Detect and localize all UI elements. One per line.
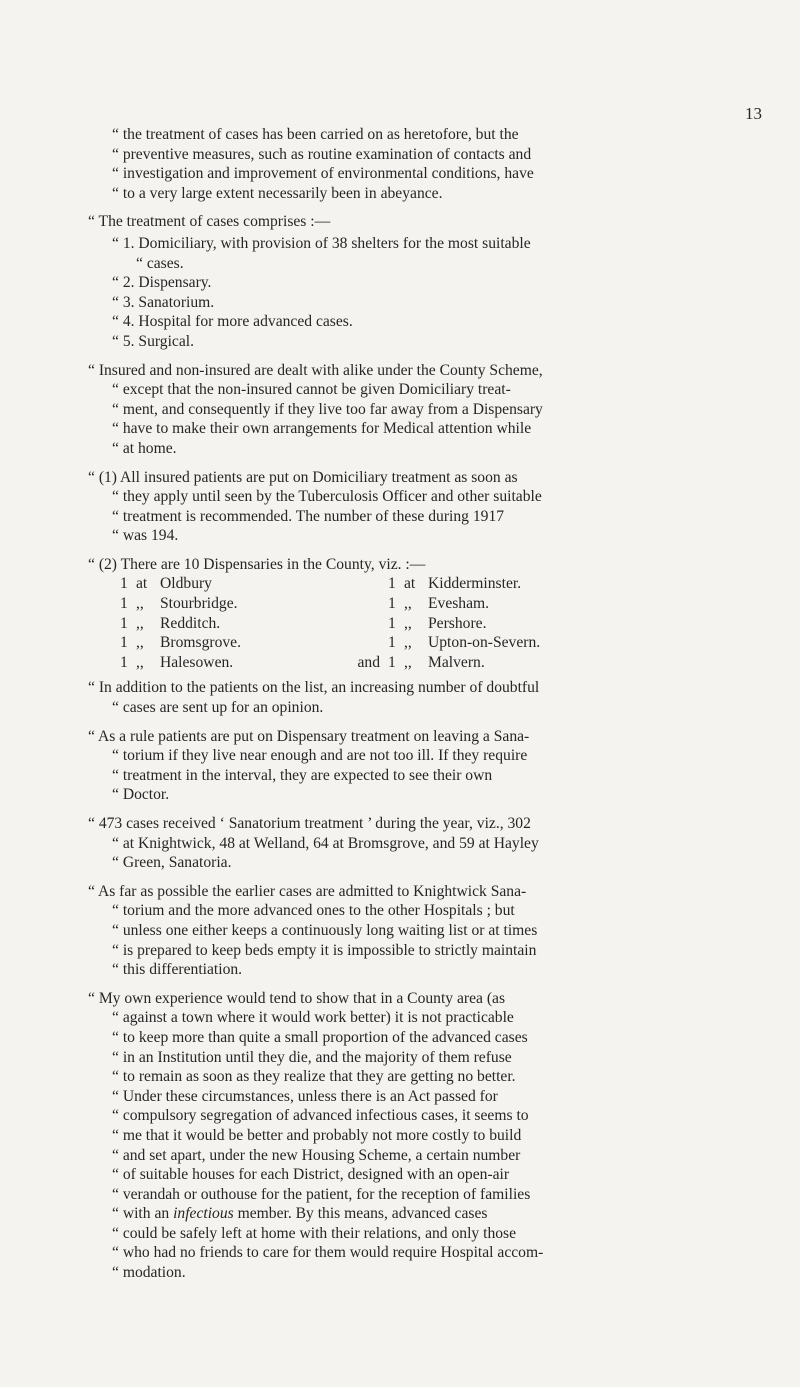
text-line: “ treatment is recommended. The number of these during 1917	[112, 507, 505, 525]
dispensary-prefix: ,,	[404, 595, 412, 613]
text-line: “ the treatment of cases has been carried on as heretofore, but the	[112, 126, 519, 143]
text-line: “ 473 cases received ‘ Sanatorium treatment ’ during the year, viz., 302	[88, 815, 531, 832]
text-line: “ cases are sent up for an opinion.	[112, 699, 324, 717]
paragraph-doubtful-cases	[88, 678, 728, 717]
text-line: “ is prepared to keep beds empty it is impossible to strictly maintain	[112, 941, 537, 959]
text-line: “ in an Institution until they die, and the majority of them refuse	[112, 1048, 512, 1066]
dispensary-conjunction	[350, 633, 388, 653]
text-line: “ (2) There are 10 Dispensaries in the County, viz. :—	[88, 555, 426, 573]
dispensary-name: Malvern.	[428, 653, 485, 671]
dispensary-name: Stourbridge.	[160, 595, 238, 613]
dispensary-name: Pershore.	[428, 614, 487, 632]
dispensary-prefix: at	[136, 575, 148, 593]
text-line: “ torium and the more advanced ones to the other Hospitals ; but	[112, 902, 515, 920]
dispensary-conjunction	[350, 614, 388, 634]
text-line: “ could be safely left at home with their relations, and only those	[112, 1224, 517, 1242]
text-line: “ was 194.	[112, 527, 179, 545]
text-line: “ compulsory segregation of advanced infectious cases, it seems to	[112, 1107, 529, 1125]
dispensary-conjunction	[350, 594, 388, 614]
dispensary-prefix: ,,	[404, 653, 412, 671]
list-item: “ 1. Domiciliary, with provision of 38 shelters for the most suitable	[112, 234, 531, 252]
paragraph-differentiation	[88, 882, 728, 980]
treatment-list	[88, 234, 728, 352]
text-line: “ torium if they live near enough and are not too ill. If they require	[112, 747, 528, 765]
text-fragment: member. By this means, advanced cases	[233, 1205, 488, 1223]
text-line	[88, 1204, 728, 1224]
paragraph-abeyance	[88, 125, 728, 203]
paragraph-dispensaries-intro	[88, 555, 728, 575]
dispensary-conjunction	[350, 574, 388, 594]
paragraph-sanatorium-cases	[88, 814, 728, 873]
text-line: “ Doctor.	[112, 786, 170, 804]
text-line: “ have to make their own arrangements for Medical attention while	[112, 420, 532, 438]
dispensary-name: Kidderminster.	[428, 575, 522, 593]
dispensary-count: 1	[388, 634, 396, 652]
dispensary-name: Redditch.	[160, 614, 221, 632]
list-item: “ 3. Sanatorium.	[112, 293, 215, 311]
italic-text: infectious	[173, 1205, 234, 1223]
page-number: 13	[745, 104, 762, 123]
text-line: “ ment, and consequently if they live too far away from a Dispensary	[112, 400, 543, 418]
text-line: “ Under these circumstances, unless there is an Act passed for	[112, 1087, 498, 1105]
text-line: “ unless one either keeps a continuously long waiting list or at times	[112, 921, 538, 939]
dispensary-name: Oldbury	[160, 575, 212, 593]
text-line: “ me that it would be better and probably not more costly to build	[112, 1126, 522, 1144]
paragraph-experience	[88, 989, 728, 1283]
text-line: “ to remain as soon as they realize that they are getting no better.	[112, 1068, 516, 1086]
text-line: “ modation.	[112, 1264, 186, 1282]
dispensary-prefix: ,,	[136, 634, 144, 652]
dispensary-row	[120, 614, 618, 634]
page-body	[88, 125, 728, 1292]
text-line: “ (1) All insured patients are put on Domiciliary treatment as soon as	[88, 468, 518, 486]
text-line: “ As a rule patients are put on Dispensary treatment on leaving a Sana-	[88, 727, 530, 745]
paragraph-dispensary-treatment	[88, 727, 728, 805]
text-line: “ The treatment of cases comprises :—	[88, 213, 331, 231]
list-item: “ 5. Surgical.	[112, 332, 194, 350]
text-fragment: “ with an	[112, 1205, 174, 1223]
text-line: “ against a town where it would work better) it is not practicable	[112, 1009, 514, 1027]
text-line: “ Green, Sanatoria.	[112, 854, 232, 872]
paragraph-insured	[88, 361, 728, 459]
text-line: “ verandah or outhouse for the patient, for the reception of families	[112, 1185, 531, 1203]
text-line: “ who had no friends to care for them would require Hospital accom-	[112, 1244, 544, 1262]
text-line: “ In addition to the patients on the list, an increasing number of doubtful	[88, 679, 540, 697]
text-line: “ at Knightwick, 48 at Welland, 64 at Bromsgrove, and 59 at Hayley	[112, 834, 539, 852]
dispensary-prefix: at	[404, 575, 416, 593]
text-line: “ at home.	[112, 439, 177, 457]
dispensary-prefix: ,,	[136, 614, 144, 632]
dispensary-name: Evesham.	[428, 595, 490, 613]
dispensary-row	[120, 653, 618, 673]
dispensary-count: 1	[120, 614, 128, 632]
text-line: “ they apply until seen by the Tuberculosis Officer and other suitable	[112, 488, 542, 506]
dispensary-conjunction: and	[357, 653, 380, 671]
text-line: “ to keep more than quite a small proportion of the advanced cases	[112, 1028, 528, 1046]
dispensary-prefix: ,,	[136, 653, 144, 671]
dispensary-count: 1	[120, 634, 128, 652]
dispensary-count: 1	[388, 614, 396, 632]
dispensary-count: 1	[120, 595, 128, 613]
paragraph-domiciliary	[88, 468, 728, 546]
text-line: “ of suitable houses for each District, designed with an open-air	[112, 1166, 510, 1184]
list-item: “ cases.	[136, 254, 184, 272]
dispensary-name: Upton-on-Severn.	[428, 634, 541, 652]
list-item: “ 4. Hospital for more advanced cases.	[112, 313, 353, 331]
text-line: “ preventive measures, such as routine examination of contacts and	[112, 145, 532, 163]
dispensary-prefix: ,,	[136, 595, 144, 613]
dispensary-name: Halesowen.	[160, 653, 234, 671]
text-line: “ treatment in the interval, they are expected to see their own	[112, 766, 493, 784]
dispensary-row	[120, 594, 618, 614]
text-line: “ except that the non-insured cannot be given Domiciliary treat-	[112, 381, 511, 399]
text-line: “ this differentiation.	[112, 961, 243, 979]
dispensary-prefix: ,,	[404, 614, 412, 632]
dispensary-table	[120, 574, 618, 672]
dispensary-count: 1	[120, 575, 128, 593]
text-line: “ Insured and non-insured are dealt with alike under the County Scheme,	[88, 361, 543, 379]
dispensary-row	[120, 574, 618, 594]
text-line: “ As far as possible the earlier cases are admitted to Knightwick Sana-	[88, 882, 527, 900]
dispensary-name: Bromsgrove.	[160, 634, 241, 652]
text-line: “ investigation and improvement of environmental conditions, have	[112, 165, 534, 183]
dispensary-count: 1	[388, 653, 396, 671]
list-item: “ 2. Dispensary.	[112, 274, 212, 292]
paragraph-treatment-intro	[88, 212, 728, 232]
dispensary-count: 1	[388, 575, 396, 593]
text-line: “ to a very large extent necessarily been in abeyance.	[112, 184, 443, 202]
dispensary-count: 1	[120, 653, 128, 671]
dispensary-prefix: ,,	[404, 634, 412, 652]
text-line: “ and set apart, under the new Housing Scheme, a certain number	[112, 1146, 521, 1164]
text-line: “ My own experience would tend to show that in a County area (as	[88, 989, 506, 1007]
dispensary-row	[120, 633, 618, 653]
dispensary-count: 1	[388, 595, 396, 613]
